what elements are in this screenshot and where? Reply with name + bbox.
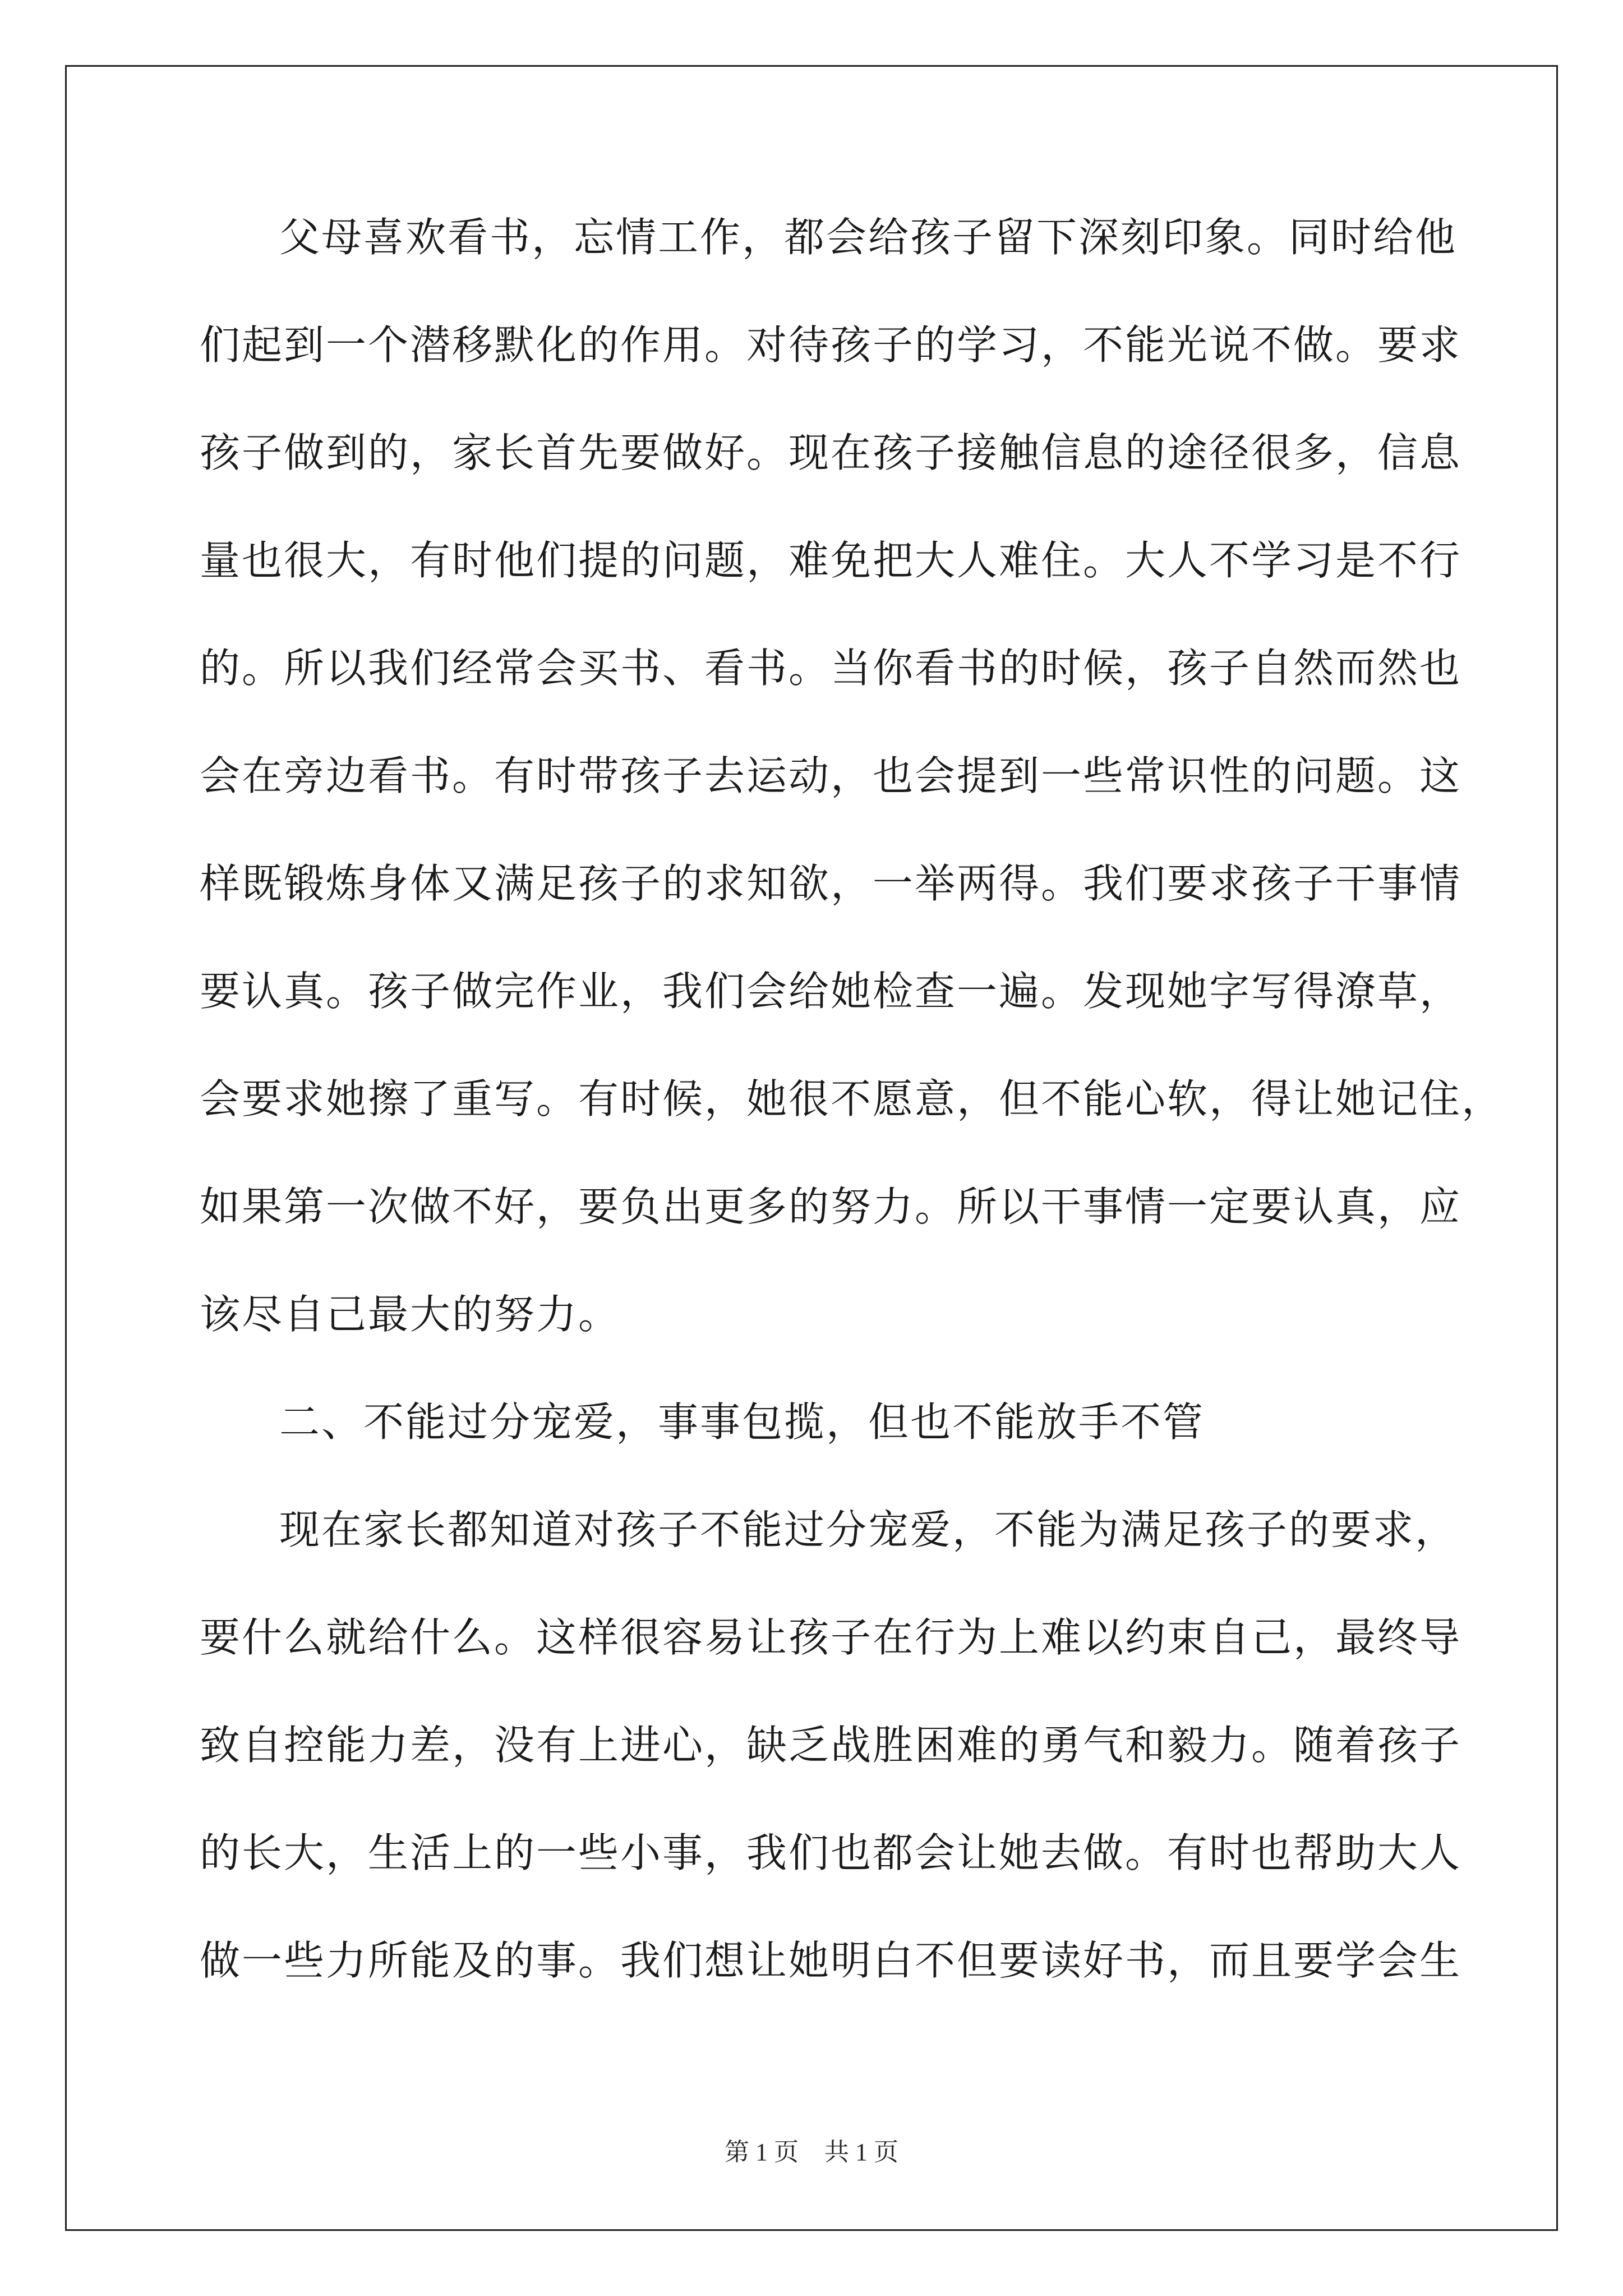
paragraph-line: 样既锻炼身体又满足孩子的求知欲，一举两得。我们要求孩子干事情 bbox=[200, 860, 1462, 907]
paragraph-line: 的。所以我们经常会买书、看书。当你看书的时候，孩子自然而然也 bbox=[200, 645, 1462, 692]
paragraph-line: 会要求她擦了重写。有时候，她很不愿意，但不能心软，得让她记住， bbox=[200, 1075, 1504, 1122]
paragraph-line: 如果第一次做不好，要负出更多的努力。所以干事情一定要认真，应 bbox=[200, 1183, 1462, 1230]
paragraph-line: 现在家长都知道对孩子不能过分宠爱，不能为满足孩子的要求， bbox=[279, 1506, 1458, 1553]
document-body bbox=[200, 210, 1504, 2041]
paragraph-line: 父母喜欢看书，忘情工作，都会给孩子留下深刻印象。同时给他 bbox=[279, 214, 1458, 261]
paragraph-line: 量也很大，有时他们提的问题，难免把大人难住。大人不学习是不行 bbox=[200, 537, 1462, 584]
paragraph-line: 们起到一个潜移默化的作用。对待孩子的学习，不能光说不做。要求 bbox=[200, 321, 1462, 369]
paragraph-line: 会在旁边看书。有时带孩子去运动，也会提到一些常识性的问题。这 bbox=[200, 752, 1462, 799]
paragraph-line: 孩子做到的，家长首先要做好。现在孩子接触信息的途径很多，信息 bbox=[200, 429, 1462, 476]
page-total: 共 1 页 bbox=[824, 2138, 898, 2166]
page-number: 第 1 页 bbox=[725, 2138, 799, 2166]
paragraph-line: 该尽自己最大的努力。 bbox=[200, 1291, 621, 1338]
paragraph-line: 做一些力所能及的事。我们想让她明白不但要读好书，而且要学会生 bbox=[200, 1937, 1462, 1984]
paragraph-line: 要认真。孩子做完作业，我们会给她检查一遍。发现她字写得潦草， bbox=[200, 968, 1462, 1015]
paragraph-line: 致自控能力差，没有上进心，缺乏战胜困难的勇气和毅力。随着孩子 bbox=[200, 1722, 1462, 1769]
paragraph-line: 的长大，生活上的一些小事，我们也都会让她去做。有时也帮助大人 bbox=[200, 1829, 1462, 1876]
page-footer bbox=[0, 2132, 1623, 2168]
paragraph-line: 要什么就给什么。这样很容易让孩子在行为上难以约束自己，最终导 bbox=[200, 1614, 1462, 1661]
section-heading: 二、不能过分宠爱，事事包揽，但也不能放手不管 bbox=[279, 1398, 1205, 1446]
